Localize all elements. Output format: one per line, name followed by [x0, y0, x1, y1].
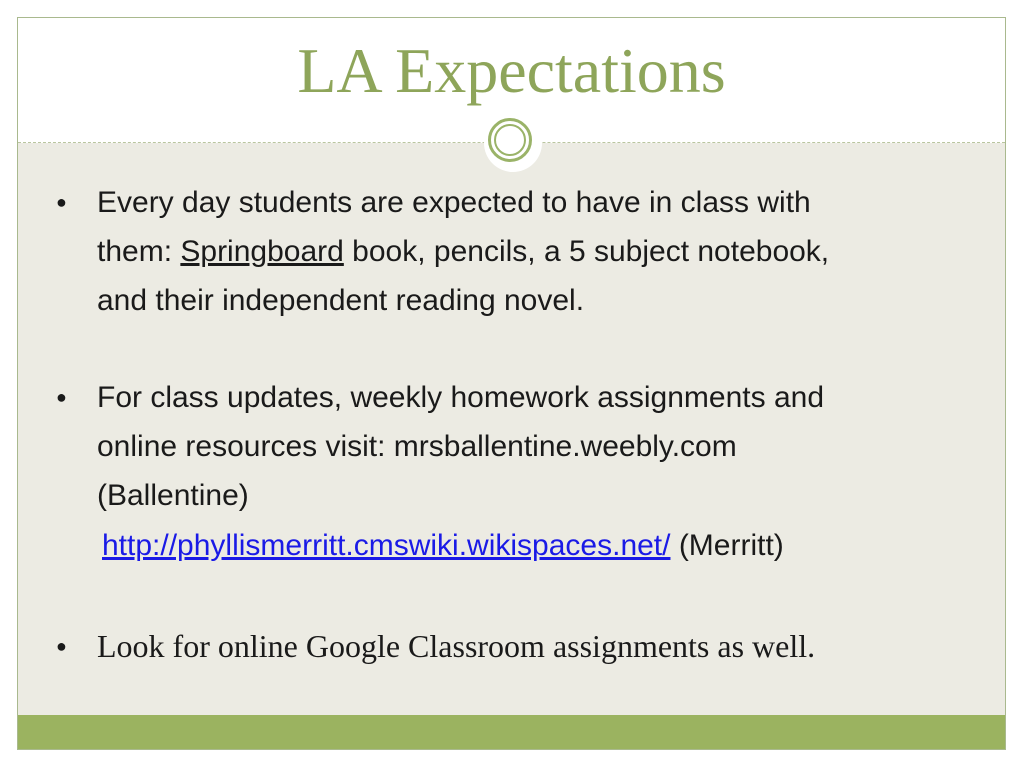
- bullet-icon: ●: [56, 387, 67, 407]
- bullet1-line2-suffix: book, pencils, a 5 subject notebook,: [343, 235, 830, 268]
- bullet3-line1: Look for online Google Classroom assignments as well.: [97, 628, 816, 664]
- slide-title: LA Expectations: [297, 35, 726, 106]
- merritt-wiki-link[interactable]: http://phyllismerritt.cmswiki.wikispaces.net/: [102, 529, 671, 562]
- bullet-icon: ●: [56, 192, 67, 212]
- link-suffix: (Merritt): [670, 529, 784, 562]
- bullet2-line2: online resources visit: mrsballentine.weebly.com: [97, 430, 737, 463]
- bullet1-line2-prefix: them:: [97, 235, 181, 268]
- slide-frame: [17, 17, 1006, 750]
- bullet1-line2: [97, 237, 829, 267]
- bullet2-line1: For class updates, weekly homework assignments and: [97, 381, 825, 414]
- springboard-text: Springboard: [180, 235, 344, 268]
- bullet2-line3: (Ballentine): [97, 479, 249, 512]
- bullet1-line3: and their independent reading novel.: [97, 284, 585, 317]
- slide-body: [18, 18, 1005, 749]
- bullet-icon: ●: [56, 636, 67, 656]
- bullet2-link-line: [102, 531, 784, 561]
- bullet1-line1: Every day students are expected to have in class with: [97, 186, 811, 219]
- footer-accent-bar: [18, 715, 1005, 749]
